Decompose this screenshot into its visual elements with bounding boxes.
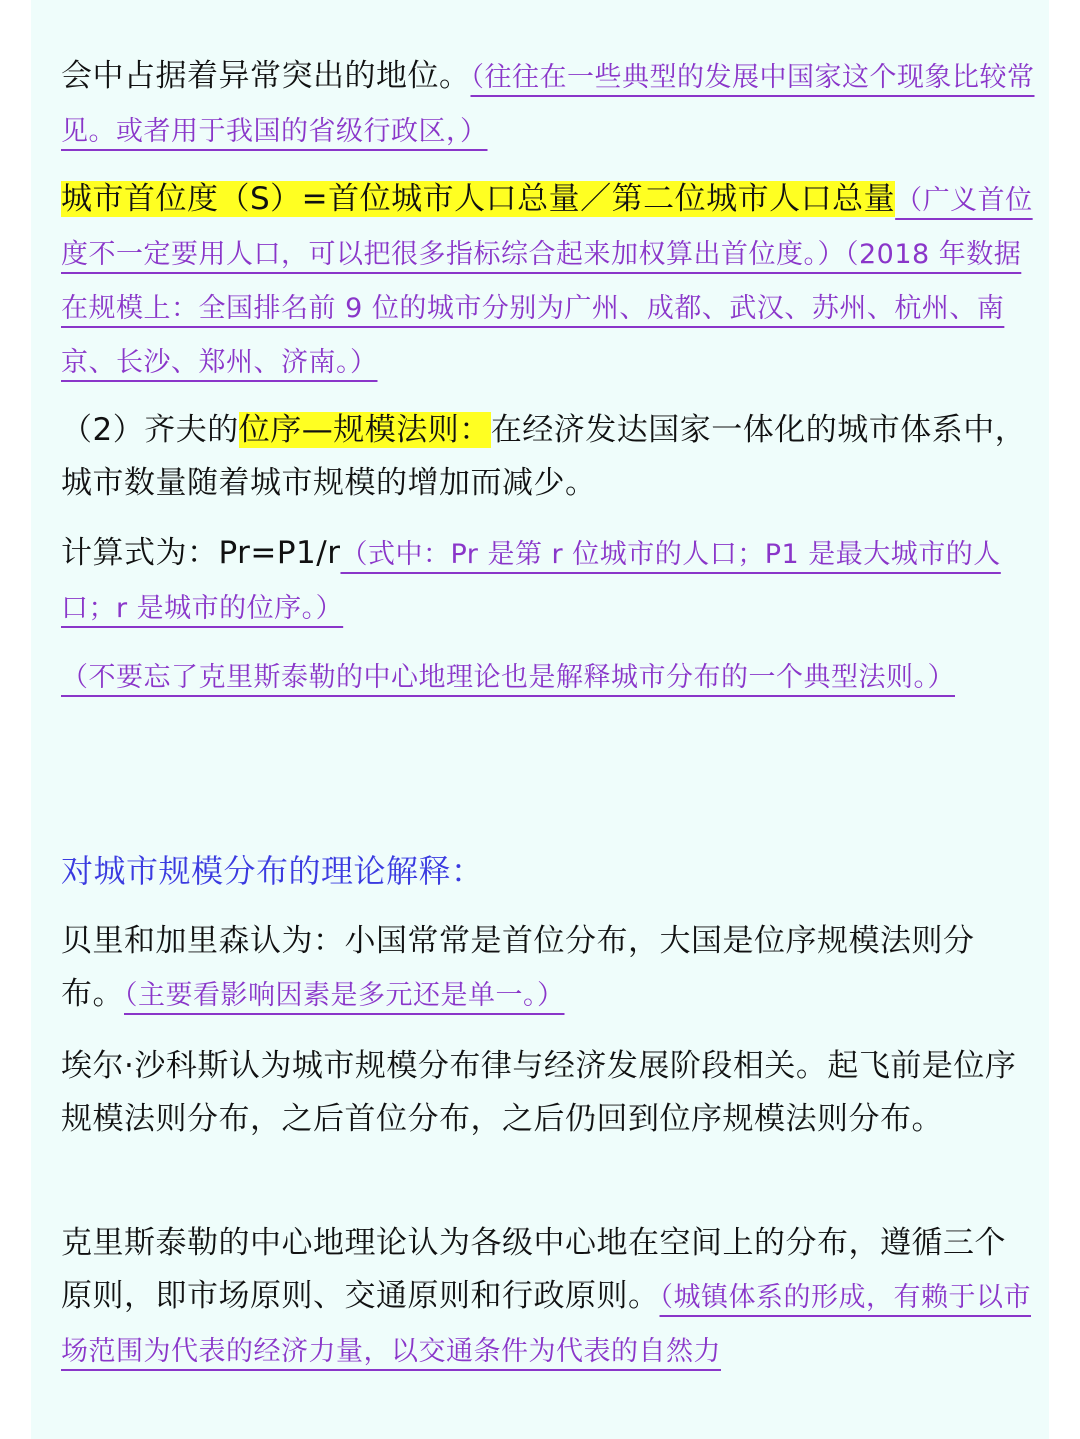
annotation-note: （不要忘了克里斯泰勒的中心地理论也是解释城市分布的一个典型法则。） (61, 662, 955, 693)
highlighted-formula: 城市首位度（S）=首位城市人口总量／第二位城市人口总量 (61, 181, 896, 217)
highlighted-term: 位序—规模法则： (238, 412, 491, 448)
section-heading: 对城市规模分布的理论解释： (61, 852, 484, 890)
document-page (31, 0, 1049, 1439)
annotation-note: （往往在一些典型的发展中国家这个现象比较常见。或者用于我国的省级行政区，） (61, 62, 1035, 147)
body-text: 在经济发达国家一体化的城市体系中，城市数量随着城市规模的增加而减少。 (61, 412, 1027, 501)
body-text: 贝里和加里森认为：小国常常是首位分布，大国是位序规模法则分布。 (61, 923, 975, 1012)
paragraph-primacy-position (61, 50, 1036, 158)
body-text: 计算式为：Pr=P1/r (61, 535, 341, 571)
body-text: 会中占据着异常突出的地位。 (61, 58, 471, 94)
paragraph-zipf-rule (61, 404, 1036, 510)
paragraph-christaller (61, 1217, 1036, 1378)
body-text: 克里斯泰勒的中心地理论认为各级中心地在空间上的分布，遵循三个原则，即市场原则、交通原则和行政原则。 (61, 1225, 1006, 1314)
paragraph-primacy-index (61, 173, 1036, 389)
annotation-note: （式中：Pr 是第 r 位城市的人口；P1 是最大城市的人口；r 是城市的位序。） (61, 539, 1001, 624)
paragraph-formula (61, 527, 1036, 635)
annotation-note: （广义首位度不一定要用人口，可以把很多指标综合起来加权算出首位度。）（2018 年数据在规模上：全国排名前 9 位的城市分别为广州、成都、武汉、苏州、杭州、南京、长沙、郑州、济南。） (61, 185, 1033, 378)
annotation-note: （城镇体系的形成，有赖于以市场范围为代表的经济力量，以交通条件为代表的自然力 (61, 1282, 1031, 1367)
body-text: 埃尔·沙科斯认为城市规模分布律与经济发展阶段相关。起飞前是位序规模法则分布，之后首位分布，之后仍回到位序规模法则分布。 (61, 1048, 1017, 1137)
paragraph-berry-garrison (61, 915, 1036, 1022)
paragraph-el-shakhs (61, 1040, 1036, 1146)
body-text: （2）齐夫的 (61, 412, 239, 448)
annotation-note: （主要看影响因素是多元还是单一。） (124, 980, 565, 1011)
paragraph-reminder (61, 650, 1036, 704)
